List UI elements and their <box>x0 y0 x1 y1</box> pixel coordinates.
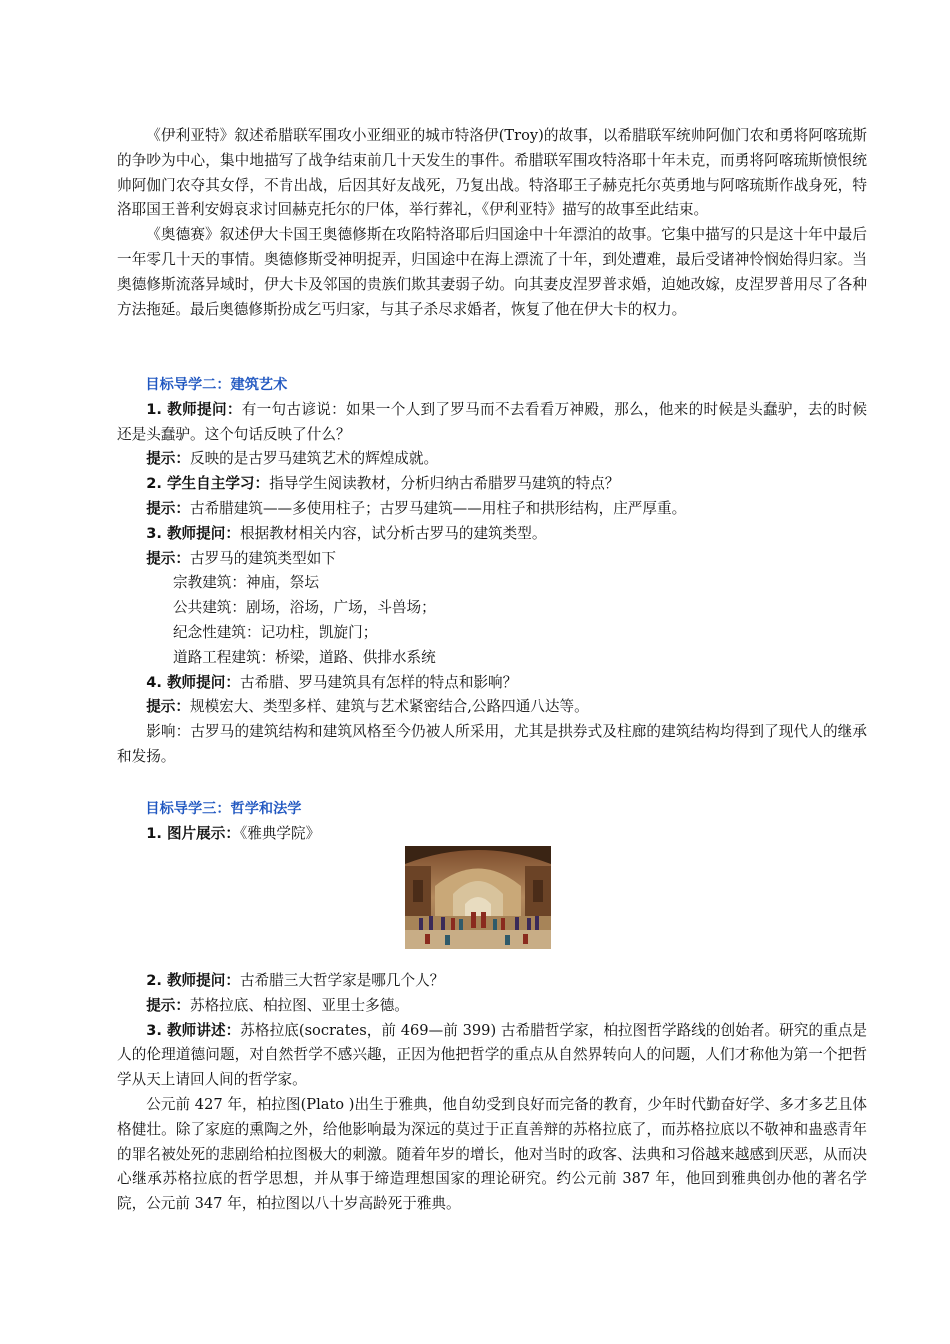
section-philosophy-intro <box>117 797 867 847</box>
iliad-paragraph: 《伊利亚特》叙述希腊联军围攻小亚细亚的城市特洛伊(Troy)的故事，以希腊联军统帅阿伽门农和勇将阿喀琉斯的争吵为中心，集中地描写了战争结束前几十天发生的事件。希腊联军围攻特洛耶十年未克，而勇将阿喀琉斯愤恨统帅阿伽门农夺其女俘，不肯出战，后因其好友战死，乃复出战。特洛耶王子赫克托尔英勇地与阿喀琉斯作战身死，特洛耶国王普利安姆哀求讨回赫克托尔的尸体，举行葬礼，《伊利亚特》描写的故事至此结束。 <box>117 127 867 219</box>
question-2: 2. 学生自主学习：指导学生阅读教材，分析归纳古希腊罗马建筑的特点？ <box>146 475 620 493</box>
epics-block <box>117 124 867 322</box>
hint-2: 提示：苏格拉底、柏拉图、亚里士多德。 <box>146 996 409 1014</box>
hint-3: 提示：古罗马的建筑类型如下 <box>146 549 336 567</box>
question-2: 2. 教师提问：古希腊三大哲学家是哪几个人？ <box>146 972 445 989</box>
question-3: 3. 教师提问：根据教材相关内容，试分析古罗马的建筑类型。 <box>146 524 547 542</box>
building-type-memorial: 纪念性建筑：记功柱，凯旋门； <box>173 623 378 641</box>
hint-2: 提示：古希腊建筑——多使用柱子；古罗马建筑——用柱子和拱形结构，庄严厚重。 <box>146 499 687 517</box>
building-type-public: 公共建筑：剧场，浴场，广场，斗兽场； <box>173 599 436 617</box>
picture-display: 1. 图片展示：《雅典学院》 <box>146 824 321 842</box>
building-type-road: 道路工程建筑：桥梁，道路、供排水系统 <box>173 648 436 666</box>
building-type-religious: 宗教建筑：神庙，祭坛 <box>173 574 319 592</box>
section-philosophy-body <box>117 969 867 1217</box>
influence-paragraph: 影响：古罗马的建筑结构和建筑风格至今仍被人所采用，尤其是拱券式及柱廊的建筑结构均得到了现代人的继承和发扬。 <box>117 723 867 765</box>
odyssey-paragraph: 《奥德赛》叙述伊大卡国王奥德修斯在攻陷特洛耶后归国途中十年漂泊的故事。它集中描写的只是这十年中最后一年零几十天的事情。奥德修斯受神明捉弄，归国途中在海上漂流了十年，到处遭难，最后受诸神怜悯始得归家。当奥德修斯流落异域时，伊大卡及邻国的贵族们欺其妻弱子幼。向其妻皮涅罗普求婚，迫她改嫁，皮涅罗普用尽了各种方法拖延。最后奥德修斯扮成乞丐归家，与其子杀尽求婚者，恢复了他在伊大卡的权力。 <box>117 226 867 318</box>
question-4: 4. 教师提问：古希腊、罗马建筑具有怎样的特点和影响？ <box>146 673 518 691</box>
hint-4: 提示：规模宏大、类型多样、建筑与艺术紧密结合,公路四通八达等。 <box>146 698 589 716</box>
section-heading: 目标导学二：建筑艺术 <box>145 377 288 393</box>
school-of-athens-image <box>405 846 551 949</box>
socrates-paragraph: 3. 教师讲述：苏格拉底(socrates，前 469—前 399) 古希腊哲学家，柏拉图哲学路线的创始者。研究的重点是人的伦理道德问题，对自然哲学不感兴趣，正因为他把哲学的重点从自然界转向人的问题，人们才称他为第一个把哲学从天上请回人间的哲学家。 <box>117 1021 868 1089</box>
question-1: 1. 教师提问：有一句古谚说：如果一个人到了罗马而不去看看万神殿，那么，他来的时候是头蠢驴，去的时候还是头蠢驴。这个句话反映了什么？ <box>117 400 867 443</box>
section-architecture <box>117 373 867 770</box>
plato-paragraph: 公元前 427 年，柏拉图(Plato )出生于雅典，他自幼受到良好而完备的教育，少年时代勤奋好学、多才多艺且体格健壮。除了家庭的熏陶之外，给他影响最为深远的莫过于正直善辩的苏格拉底了，而苏格拉底以不敬神和蛊惑青年的罪名被处死的悲剧给柏拉图极大的刺激。随着年岁的增长，他对当时的政客、法典和习俗越来越感到厌恶，从而决心继承苏格拉底的哲学思想，并从事于缔造理想国家的理论研究。约公元前 387 年，他回到雅典创办他的著名学院，公元前 347 年，柏拉图以八十岁高龄死于雅典。 <box>117 1095 867 1213</box>
section-heading: 目标导学三：哲学和法学 <box>145 801 302 817</box>
hint-1: 提示：反映的是古罗马建筑艺术的辉煌成就。 <box>146 450 439 468</box>
